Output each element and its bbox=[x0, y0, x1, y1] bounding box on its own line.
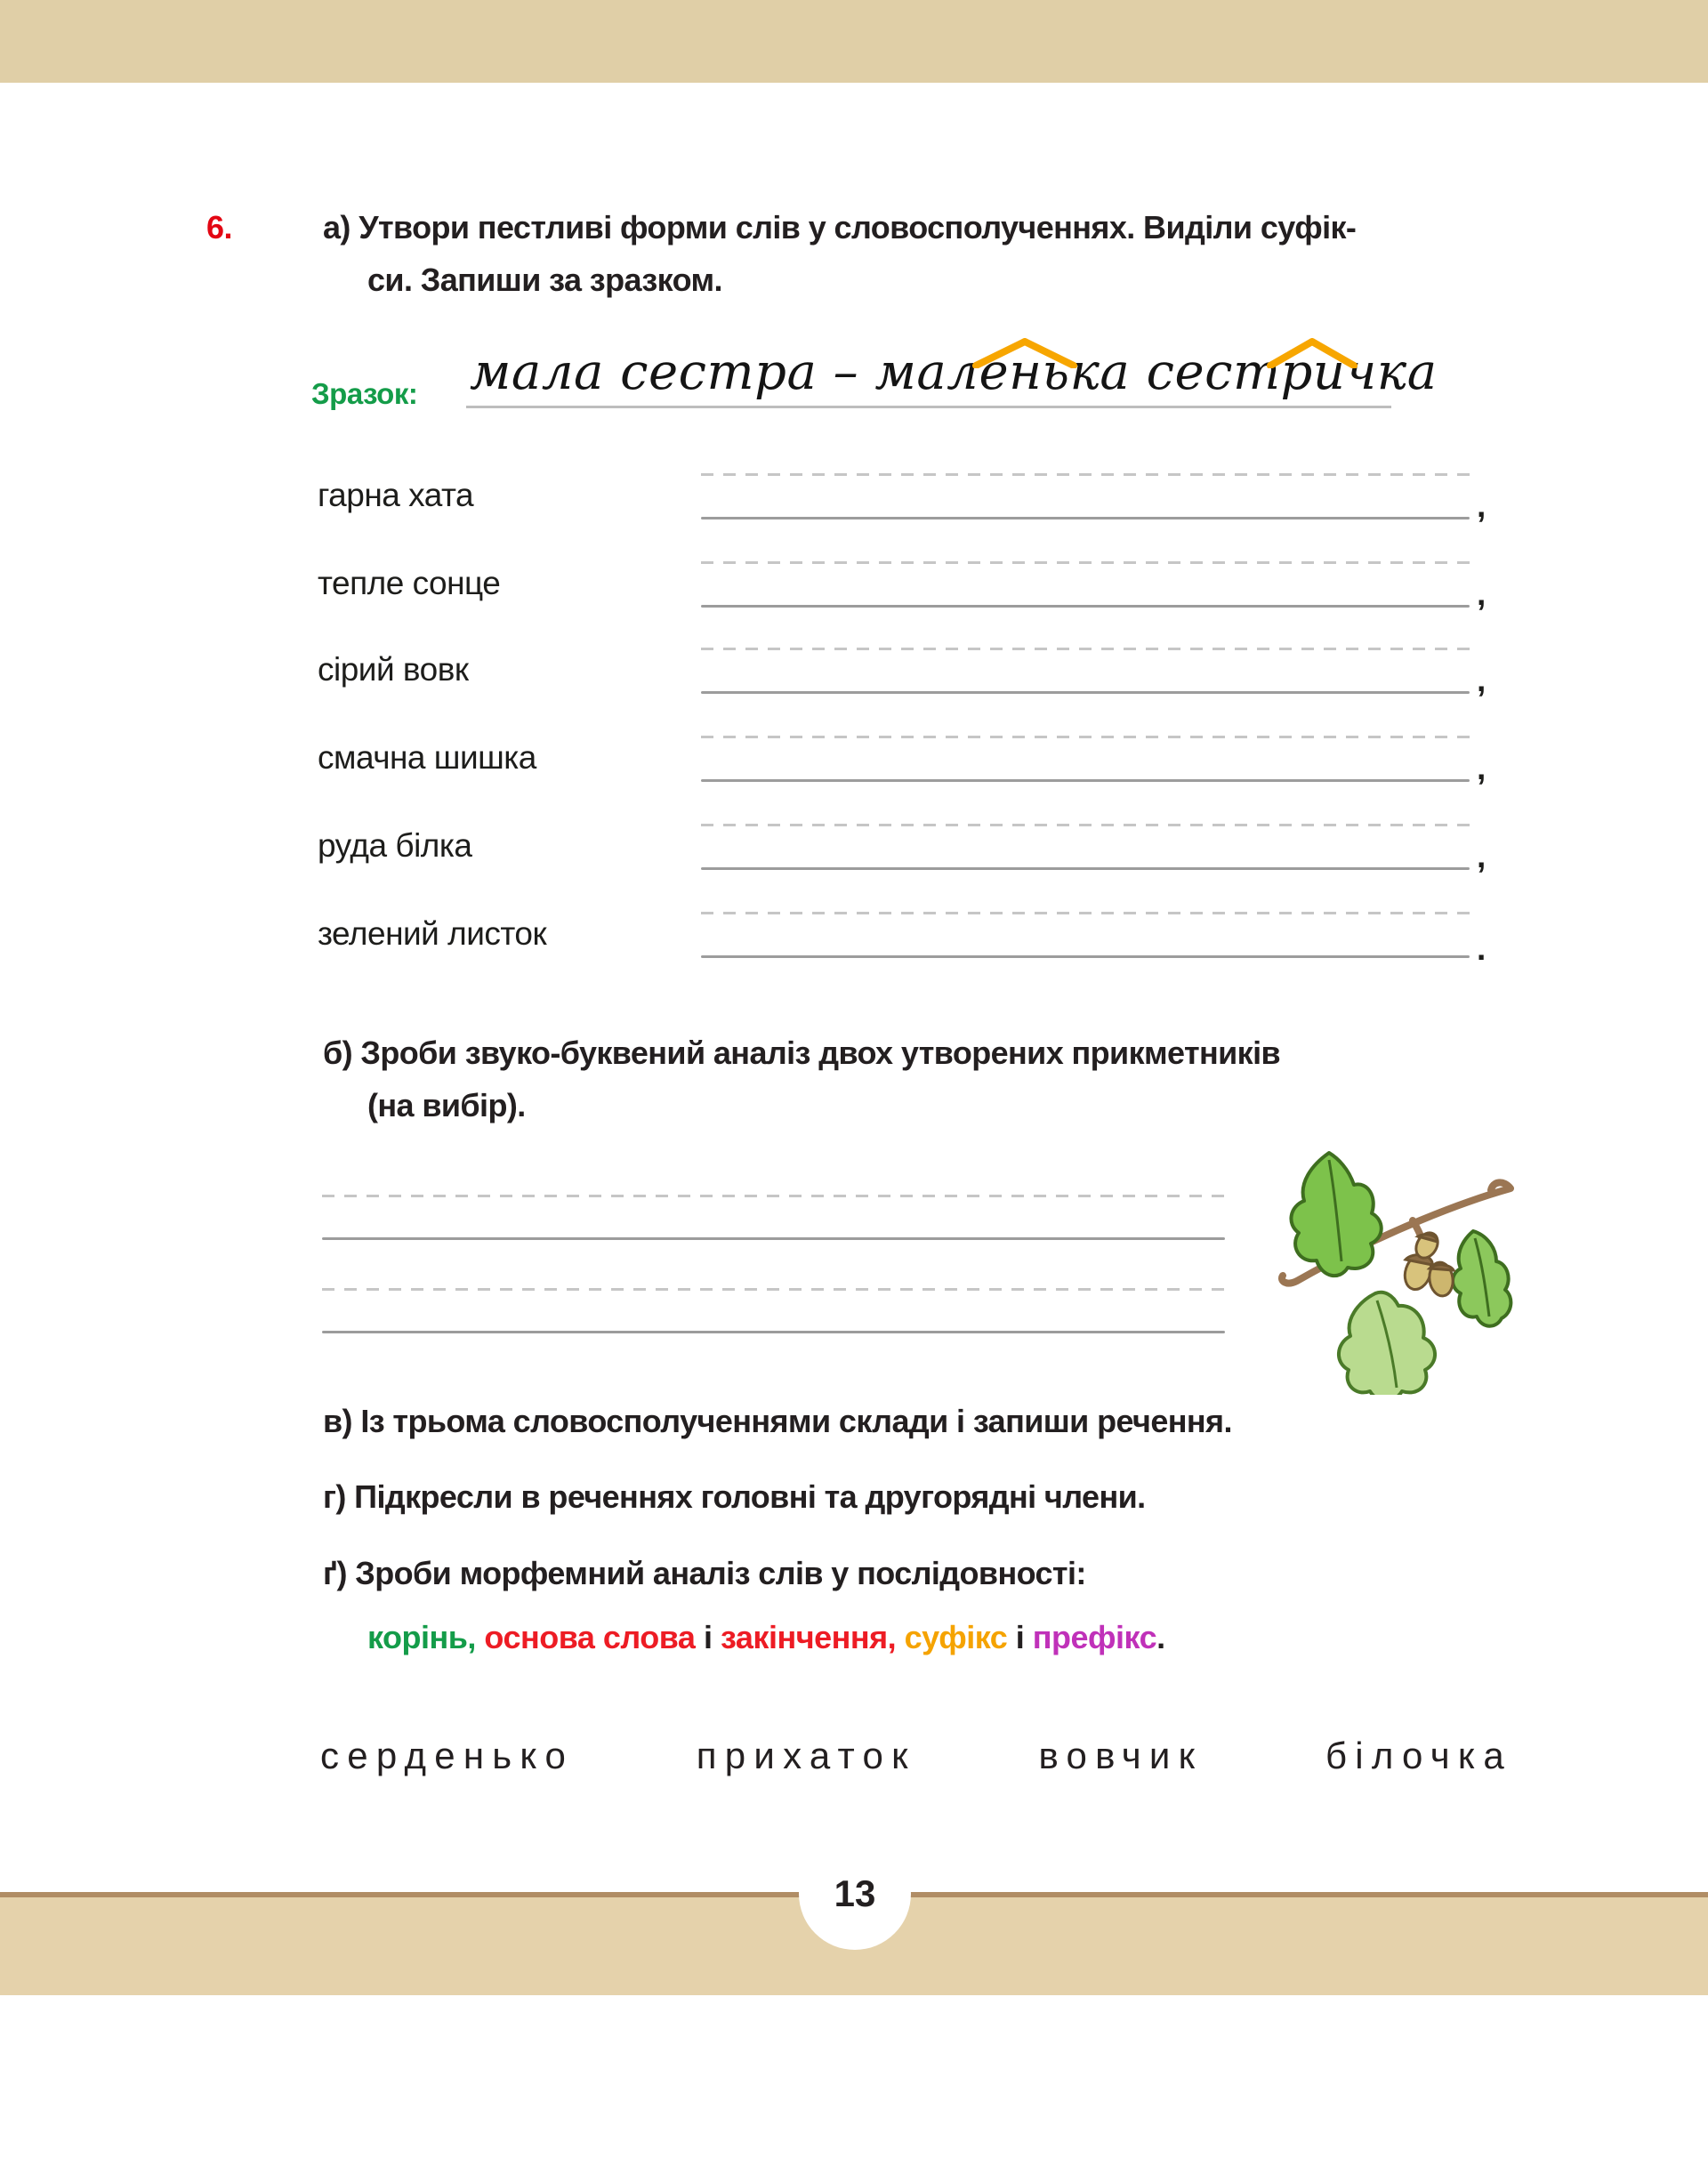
answer-line[interactable] bbox=[701, 955, 1470, 958]
term-stem: основа слова bbox=[484, 1619, 696, 1655]
row-punctuation: , bbox=[1477, 487, 1486, 524]
answer-line[interactable] bbox=[701, 691, 1470, 694]
instruction-gh: ґ) Зроби морфемний аналіз слів у послідовності: bbox=[323, 1555, 1086, 1591]
term-suffix: суфікс bbox=[904, 1619, 1008, 1655]
phrase-label: тепле сонце bbox=[318, 565, 501, 601]
answer-guide-line[interactable] bbox=[701, 736, 1470, 738]
term-separator: , bbox=[467, 1619, 485, 1655]
writing-line[interactable] bbox=[322, 1237, 1225, 1240]
row-punctuation: , bbox=[1477, 662, 1486, 698]
instruction-b-line2: (на вибір). bbox=[367, 1087, 526, 1123]
term-separator: , bbox=[887, 1619, 905, 1655]
phrase-label: руда білка bbox=[318, 827, 472, 864]
answer-guide-line[interactable] bbox=[701, 912, 1470, 914]
term-conjunction: і bbox=[695, 1619, 721, 1655]
answer-guide-line[interactable] bbox=[701, 648, 1470, 650]
sample-label: Зразок: bbox=[311, 377, 418, 410]
instruction-b-line1: б) Зроби звуко-буквений аналіз двох утворених прикметників bbox=[323, 1035, 1281, 1071]
page-number-badge bbox=[799, 1838, 911, 1950]
phrase-label: гарна хата bbox=[318, 477, 474, 513]
row-punctuation: , bbox=[1477, 838, 1486, 874]
row-punctuation: , bbox=[1477, 750, 1486, 786]
answer-line[interactable] bbox=[701, 605, 1470, 608]
term-period: . bbox=[1156, 1619, 1165, 1655]
phrase-label: зелений листок bbox=[318, 915, 547, 952]
term-root: корінь bbox=[367, 1619, 468, 1655]
row-punctuation: , bbox=[1477, 576, 1486, 612]
writing-guide-line[interactable] bbox=[322, 1195, 1225, 1197]
top-decorative-band bbox=[0, 0, 1708, 83]
analysis-words-row bbox=[320, 1735, 1512, 1777]
term-prefix: префікс bbox=[1032, 1619, 1157, 1655]
sample-handwriting: мала сестра – маленька сестричка bbox=[470, 343, 1438, 401]
analysis-word: вовчик bbox=[1038, 1735, 1204, 1776]
suffix-caret-icon bbox=[1267, 338, 1358, 368]
instruction-a-line2: си. Запиши за зразком. bbox=[367, 262, 722, 298]
sample-underline bbox=[466, 406, 1391, 408]
phrase-label: сірий вовк bbox=[318, 651, 469, 688]
answer-line[interactable] bbox=[701, 517, 1470, 519]
writing-guide-line[interactable] bbox=[322, 1288, 1225, 1291]
exercise-number: 6. bbox=[206, 209, 233, 246]
term-conjunction: і bbox=[1007, 1619, 1033, 1655]
analysis-word: серденько bbox=[320, 1735, 575, 1776]
morpheme-sequence bbox=[367, 1619, 1165, 1656]
answer-guide-line[interactable] bbox=[701, 473, 1470, 476]
answer-line[interactable] bbox=[701, 779, 1470, 782]
instruction-v: в) Із трьома словосполученнями склади і запиши речення. bbox=[323, 1403, 1232, 1439]
analysis-word: білочка bbox=[1325, 1735, 1512, 1776]
answer-line[interactable] bbox=[701, 867, 1470, 870]
instruction-h: г) Підкресли в реченнях головні та другорядні члени. bbox=[323, 1478, 1146, 1515]
analysis-word: прихаток bbox=[696, 1735, 916, 1776]
writing-line[interactable] bbox=[322, 1331, 1225, 1333]
suffix-caret-icon bbox=[972, 338, 1077, 368]
instruction-a-line1: а) Утвори пестливі форми слів у словосполученнях. Виділи суфік- bbox=[323, 209, 1357, 246]
page-number: 13 bbox=[834, 1872, 876, 1914]
row-punctuation: . bbox=[1477, 930, 1486, 967]
answer-guide-line[interactable] bbox=[701, 561, 1470, 564]
answer-guide-line[interactable] bbox=[701, 824, 1470, 826]
phrase-label: смачна шишка bbox=[318, 739, 536, 776]
oak-branch-illustration bbox=[1244, 1146, 1519, 1395]
term-ending: закінчення bbox=[720, 1619, 888, 1655]
